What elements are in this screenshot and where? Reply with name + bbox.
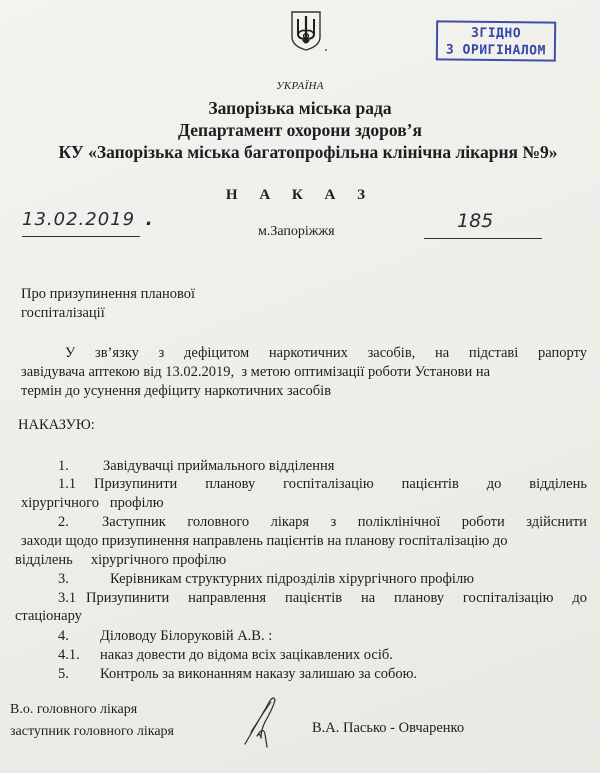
item-2-text <box>102 513 587 532</box>
word: на <box>434 345 450 361</box>
speck <box>325 49 327 51</box>
word: головного <box>187 514 250 530</box>
word: У <box>65 345 76 361</box>
preamble-line-3: термін до усунення дефіциту наркотичних засобів <box>21 383 332 399</box>
word: лікаря <box>270 514 310 530</box>
preamble-line-1 <box>21 344 587 363</box>
word: роботи <box>461 514 505 530</box>
item-2-number: 2. <box>58 514 69 530</box>
word: направлення <box>188 590 267 606</box>
item-3-1-number: 3.1 <box>58 590 77 606</box>
item-1-1-text <box>94 475 587 494</box>
item-4-number: 4. <box>58 628 69 644</box>
handwritten-signature-icon <box>243 692 281 748</box>
word: планову <box>394 590 445 606</box>
word: здійснити <box>526 514 587 530</box>
item-3-text: Керівникам структурних підрозділів хірургічного профілю <box>110 571 475 587</box>
word: дефіцитом <box>183 345 250 361</box>
item-1-text: Завідувачці приймального відділення <box>103 458 335 474</box>
word: до <box>572 590 587 606</box>
item-4-1-number: 4.1. <box>58 647 80 663</box>
word: пацієнтів <box>284 590 343 606</box>
word: госпіталізацію <box>283 476 374 492</box>
word: зв’язку <box>94 345 139 361</box>
date-underline <box>22 236 140 237</box>
word: пацієнтів <box>401 476 459 492</box>
institution-heading: КУ «Запорізька міська багатопрофільна клінічна лікарня №9» <box>58 142 558 162</box>
item-4-1-text: наказ довести до відома всіх зацікавлених осіб. <box>100 647 393 663</box>
word: рапорту <box>538 345 587 361</box>
item-5-text: Контроль за виконанням наказу залишаю за собою. <box>100 666 418 682</box>
word: Призупинити <box>86 590 170 606</box>
item-3-1-text <box>86 589 587 608</box>
word: госпіталізацію <box>462 590 554 606</box>
word: відділень <box>529 476 587 492</box>
country-label: УКРАЇНА <box>276 80 324 92</box>
order-number: 185 <box>457 210 494 232</box>
stamp-line-1: ЗГІДНО <box>471 25 522 42</box>
certified-copy-stamp <box>436 20 556 61</box>
item-4-text: Діловоду Білоруковій А.В. : <box>100 628 273 644</box>
word: наркотичних <box>268 345 348 361</box>
signatory-position <box>10 699 174 743</box>
item-3-1-continuation: стаціонару <box>15 608 82 624</box>
subject-line-1: Про призупинення планової <box>21 286 196 302</box>
item-1-1-number: 1.1 <box>58 476 77 492</box>
word: на <box>360 590 376 606</box>
item-3-number: 3. <box>58 571 69 587</box>
position-line-1: В.о. головного лікаря <box>10 702 138 717</box>
word: Призупинити <box>94 476 178 492</box>
word: з <box>330 514 337 530</box>
item-5-number: 5. <box>58 666 69 682</box>
number-underline <box>424 238 542 239</box>
item-1-number: 1. <box>58 458 69 474</box>
item-2-continuation-2: відділень хірургічного профілю <box>15 552 227 568</box>
order-date-mark: . <box>145 209 154 230</box>
word: Заступник <box>102 514 166 530</box>
word: з <box>158 345 165 361</box>
orders-heading: НАКАЗУЮ: <box>18 417 95 433</box>
word: поліклінічної <box>357 514 441 530</box>
order-city: м.Запоріжжя <box>258 224 335 239</box>
stamp-line-2: З ОРИГІНАЛОМ <box>445 42 546 59</box>
signatory-name: В.А. Пасько - Овчаренко <box>312 720 465 736</box>
order-date-value: 13.02.2019 <box>22 209 136 230</box>
word: підставі <box>468 345 519 361</box>
trident-coat-of-arms-icon <box>289 9 323 51</box>
preamble-paragraph <box>21 344 587 401</box>
order-date <box>22 209 154 230</box>
department-heading: Департамент охорони здоров’я <box>178 120 422 140</box>
preamble-line-2: завідувача аптекою від 13.02.2019, з метою оптимізації роботи Установи на <box>21 364 491 380</box>
word: до <box>486 476 502 492</box>
word: засобів, <box>367 345 416 361</box>
order-subject <box>21 285 195 323</box>
document-title: Н А К А З <box>225 187 375 203</box>
item-2-continuation-1: заходи щодо призупинення направлень пацієнтів на планову госпіталізацію до <box>21 533 508 549</box>
position-line-2: заступник головного лікаря <box>10 724 174 739</box>
council-heading: Запорізька міська рада <box>208 98 392 118</box>
item-1-1-continuation: хірургічного профілю <box>21 495 164 511</box>
subject-line-2: госпіталізації <box>21 305 105 321</box>
word: планову <box>205 476 256 492</box>
